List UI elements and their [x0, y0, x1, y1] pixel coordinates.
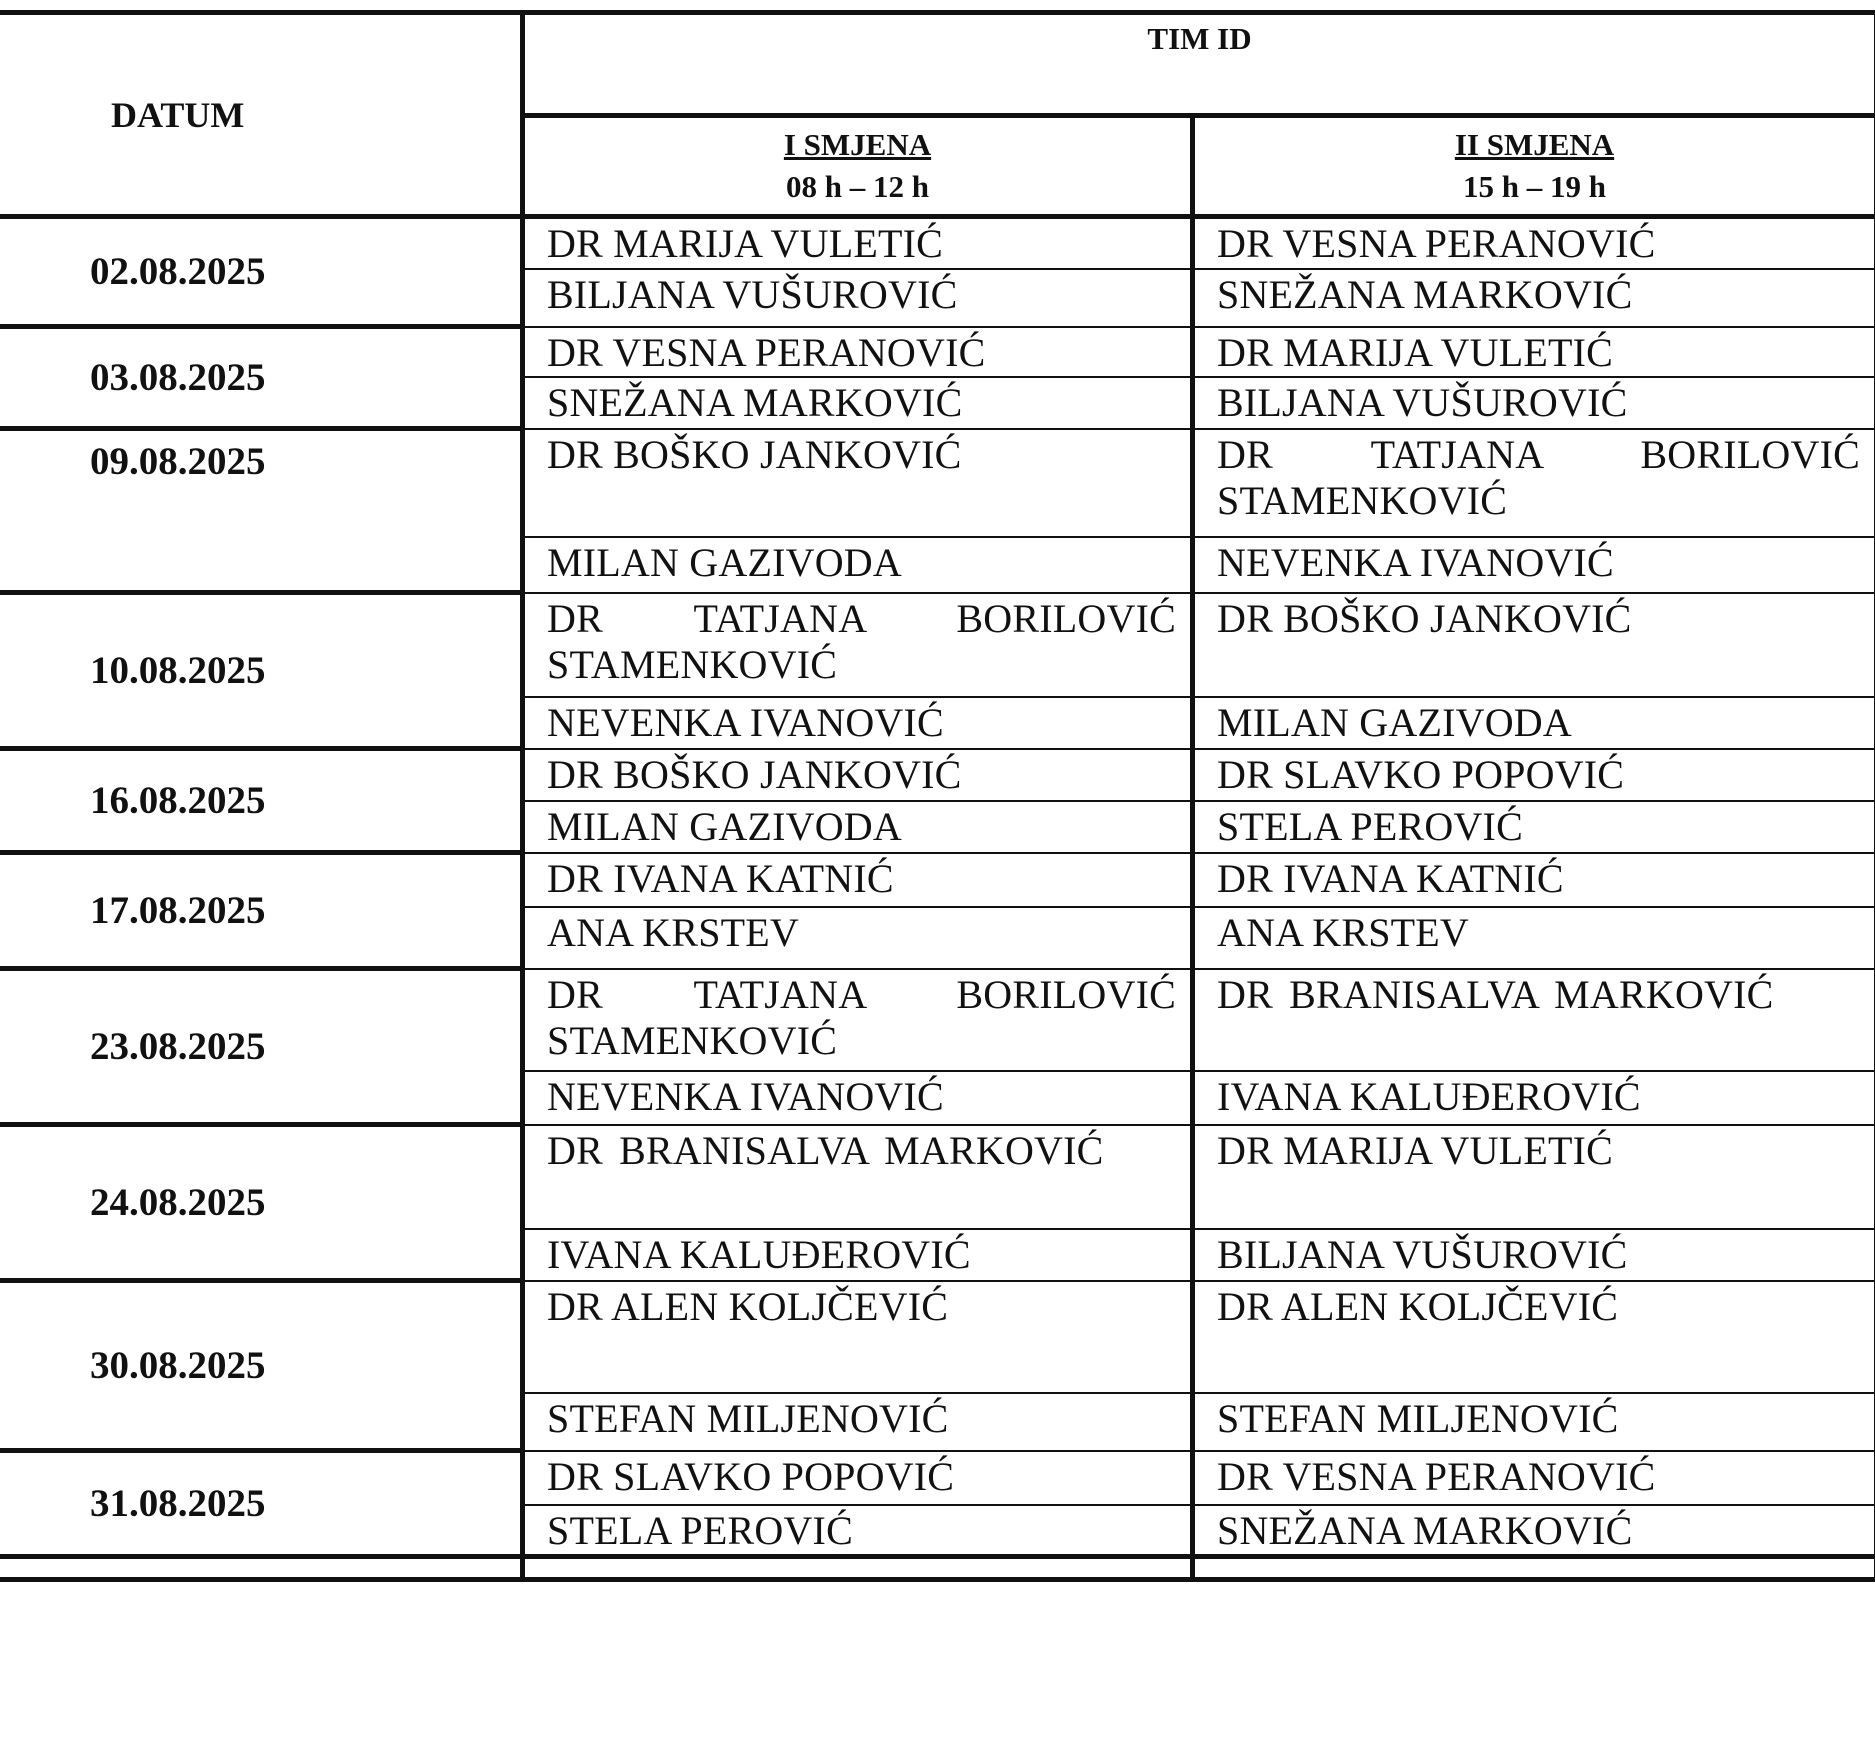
nurse-name: NEVENKA IVANOVIĆ [523, 1071, 1193, 1125]
nurse-name: SNEŽANA MARKOVIĆ [1193, 269, 1875, 327]
table-row [0, 969, 1875, 1071]
nurse-name: STELA PEROVIĆ [1193, 801, 1875, 853]
nurse-name: IVANA KALUĐEROVIĆ [523, 1229, 1193, 1281]
shift2-time: 15 h – 19 h [1463, 169, 1606, 204]
nurse-name: STEFAN MILJENOVIĆ [1193, 1393, 1875, 1451]
header-row-top [0, 13, 1875, 116]
nurse-name: NEVENKA IVANOVIĆ [523, 697, 1193, 749]
schedule-table [0, 10, 1875, 1582]
nurse-name: BILJANA VUŠUROVIĆ [1193, 377, 1875, 429]
table-row [0, 749, 1875, 801]
table-row [0, 217, 1875, 269]
doctor-name: DR MARIJA VULETIĆ [1193, 1125, 1875, 1229]
doctor-name: DR BOŠKO JANKOVIĆ [523, 749, 1193, 801]
nurse-name: BILJANA VUŠUROVIĆ [1193, 1229, 1875, 1281]
nurse-name: IVANA KALUĐEROVIĆ [1193, 1071, 1875, 1125]
nurse-name: ANA KRSTEV [1193, 907, 1875, 969]
nurse-name: MILAN GAZIVODA [523, 801, 1193, 853]
shift2-header [1193, 116, 1875, 217]
doctor-name: DR BOŠKO JANKOVIĆ [523, 429, 1193, 537]
date-cell: 02.08.2025 [0, 217, 523, 327]
table-row [0, 327, 1875, 377]
table-row [0, 1281, 1875, 1393]
date-cell: 03.08.2025 [0, 327, 523, 429]
shift1-header [523, 116, 1193, 217]
doctor-name: DR TATJANA BORILOVIĆ STAMENKOVIĆ [1193, 429, 1875, 537]
table-row [0, 1125, 1875, 1229]
nurse-name: ANA KRSTEV [523, 907, 1193, 969]
date-cell: 31.08.2025 [0, 1451, 523, 1557]
shift1-title: I SMJENA [783, 127, 932, 163]
doctor-name: DR MARIJA VULETIĆ [1193, 327, 1875, 377]
date-cell: 24.08.2025 [0, 1125, 523, 1281]
table-row [0, 593, 1875, 697]
date-cell: 23.08.2025 [0, 969, 523, 1125]
doctor-name: DR ALEN KOLJČEVIĆ [523, 1281, 1193, 1393]
date-cell: 16.08.2025 [0, 749, 523, 853]
table-row [0, 1451, 1875, 1505]
doctor-name: DR BOŠKO JANKOVIĆ [1193, 593, 1875, 697]
doctor-name: DR SLAVKO POPOVIĆ [523, 1451, 1193, 1505]
doctor-name: DR TATJANA BORILOVIĆ STAMENKOVIĆ [523, 593, 1193, 697]
empty-cell [523, 1556, 1193, 1579]
shift1-time: 08 h – 12 h [786, 169, 929, 204]
nurse-name: NEVENKA IVANOVIĆ [1193, 537, 1875, 593]
doctor-name: DR VESNA PERANOVIĆ [523, 327, 1193, 377]
table-row [0, 429, 1875, 537]
date-cell: 30.08.2025 [0, 1281, 523, 1451]
doctor-name: DR IVANA KATNIĆ [1193, 853, 1875, 907]
nurse-name: BILJANA VUŠUROVIĆ [523, 269, 1193, 327]
datum-header: DATUM [0, 13, 523, 217]
tim-id-header: TIM ID [523, 13, 1875, 116]
empty-cell [1193, 1556, 1875, 1579]
doctor-name: DR IVANA KATNIĆ [523, 853, 1193, 907]
date-cell: 17.08.2025 [0, 853, 523, 969]
nurse-name: STELA PEROVIĆ [523, 1505, 1193, 1557]
nurse-name: MILAN GAZIVODA [1193, 697, 1875, 749]
doctor-name: DR MARIJA VULETIĆ [523, 217, 1193, 269]
doctor-name: DR VESNA PERANOVIĆ [1193, 217, 1875, 269]
empty-cell [0, 1556, 523, 1579]
table-row [0, 853, 1875, 907]
date-cell: 09.08.2025 [0, 429, 523, 593]
nurse-name: SNEŽANA MARKOVIĆ [523, 377, 1193, 429]
doctor-name: DR ALEN KOLJČEVIĆ [1193, 1281, 1875, 1393]
doctor-name: DR BRANISALVA MARKOVIĆ [1193, 969, 1875, 1071]
doctor-name: DR VESNA PERANOVIĆ [1193, 1451, 1875, 1505]
nurse-name: SNEŽANA MARKOVIĆ [1193, 1505, 1875, 1557]
nurse-name: STEFAN MILJENOVIĆ [523, 1393, 1193, 1451]
nurse-name: MILAN GAZIVODA [523, 537, 1193, 593]
doctor-name: DR TATJANA BORILOVIĆ STAMENKOVIĆ [523, 969, 1193, 1071]
doctor-name: DR BRANISALVA MARKOVIĆ [523, 1125, 1193, 1229]
doctor-name: DR SLAVKO POPOVIĆ [1193, 749, 1875, 801]
table-row-cut [0, 1556, 1875, 1579]
shift2-title: II SMJENA [1454, 127, 1615, 163]
date-cell: 10.08.2025 [0, 593, 523, 749]
